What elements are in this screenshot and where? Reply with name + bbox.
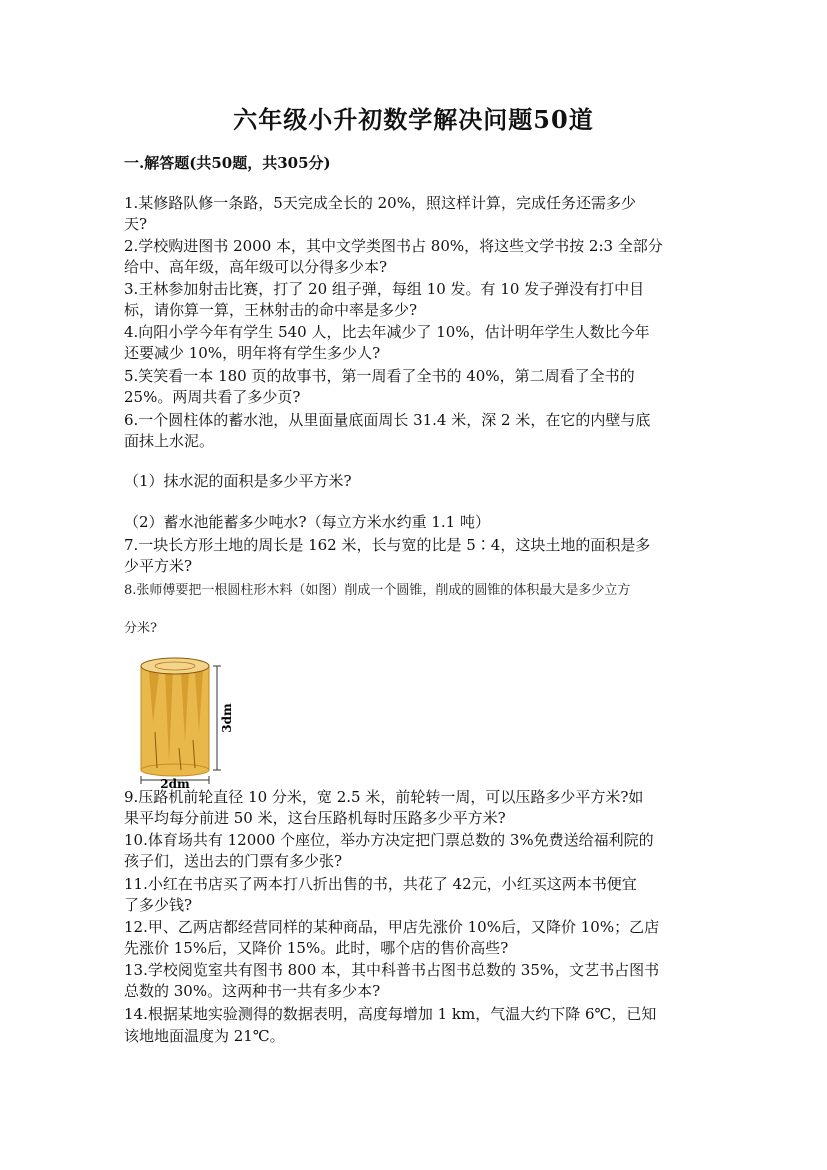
question-line: 12.甲、乙两店都经营同样的某种商品，甲店先涨价 10%后，又降价 10%；乙店	[124, 918, 660, 936]
cylinder-wood-figure	[135, 652, 245, 790]
question-line: 先涨价 15%后，又降价 15%。此时，哪个店的售价高些?	[124, 939, 509, 957]
question-line: 25%。两周共看了多少页?	[124, 388, 301, 406]
question-line: 还要减少 10%，明年将有学生多少人?	[124, 344, 381, 362]
width-label: 2dm	[160, 777, 190, 790]
cylinder-wood-illustration	[135, 652, 245, 790]
question-line: 果平均每分前进 50 米，这台压路机每时压路多少平方米?	[124, 809, 506, 827]
question-line: 2.学校购进图书 2000 本，其中文学类图书占 80%，将这些文学书按 2:3 全部分	[124, 237, 663, 255]
question-line: 10.体育场共有 12000 个座位，举办方决定把门票总数的 3%免费送给福利院的	[124, 831, 654, 849]
question-line: 该地地面温度为 21℃。	[124, 1027, 285, 1045]
section-heading: 一.解答题(共50题，共305分)	[124, 154, 331, 172]
question-line: （1）抹水泥的面积是多少平方米?	[124, 472, 352, 490]
question-line: 13.学校阅览室共有图书 800 本，其中科普书占图书总数的 35%，文艺书占图书	[124, 961, 660, 979]
question-line: 9.压路机前轮直径 10 分米，宽 2.5 米，前轮转一周，可以压路多少平方米?如	[124, 788, 644, 806]
question-line: 孩子们，送出去的门票有多少张?	[124, 852, 343, 870]
question-line: 5.笑笑看一本 180 页的故事书，第一周看了全书的 40%，第二周看了全书的	[124, 367, 635, 385]
question-line: 7.一块长方形土地的周长是 162 米，长与宽的比是 5∶4，这块土地的面积是多	[124, 536, 651, 554]
question-line: （2）蓄水池能蓄多少吨水?（每立方米水约重 1.1 吨）	[124, 513, 490, 531]
question-line: 3.王林参加射击比赛，打了 20 组子弹，每组 10 发。有 10 发子弹没有打中目	[124, 280, 645, 298]
question-line: 分米?	[124, 621, 157, 636]
question-line: 总数的 30%。这两种书一共有多少本?	[124, 982, 381, 1000]
question-line: 少平方米?	[124, 557, 193, 575]
question-line: 11.小红在书店买了两本打八折出售的书，共花了 42元，小红买这两本书便宜	[124, 875, 637, 893]
question-line: 4.向阳小学今年有学生 540 人，比去年减少了 10%，估计明年学生人数比今年	[124, 323, 650, 341]
cylinder-bottom	[141, 764, 209, 776]
question-line: 给中、高年级，高年级可以分得多少本?	[124, 258, 388, 276]
question-line: 了多少钱?	[124, 896, 193, 914]
cylinder-top	[141, 658, 209, 674]
page-title: 六年级小升初数学解决问题50道	[233, 105, 594, 134]
question-line: 14.根据某地实验测得的数据表明，高度每增加 1 km，气温大约下降 6℃，已知	[124, 1005, 657, 1023]
question-line: 天?	[124, 215, 148, 233]
question-line: 6.一个圆柱体的蓄水池，从里面量底面周长 31.4 米，深 2 米，在它的内壁与底	[124, 411, 651, 429]
question-line: 面抹上水泥。	[124, 432, 215, 450]
height-label: 3dm	[220, 703, 234, 733]
question-line: 标，请你算一算，王林射击的命中率是多少?	[124, 301, 418, 319]
question-line: 1.某修路队修一条路，5天完成全长的 20%，照这样计算，完成任务还需多少	[124, 194, 636, 212]
question-line: 8.张师傅要把一根圆柱形木料（如图）削成一个圆锥，削成的圆锥的体积最大是多少立方	[124, 583, 631, 598]
